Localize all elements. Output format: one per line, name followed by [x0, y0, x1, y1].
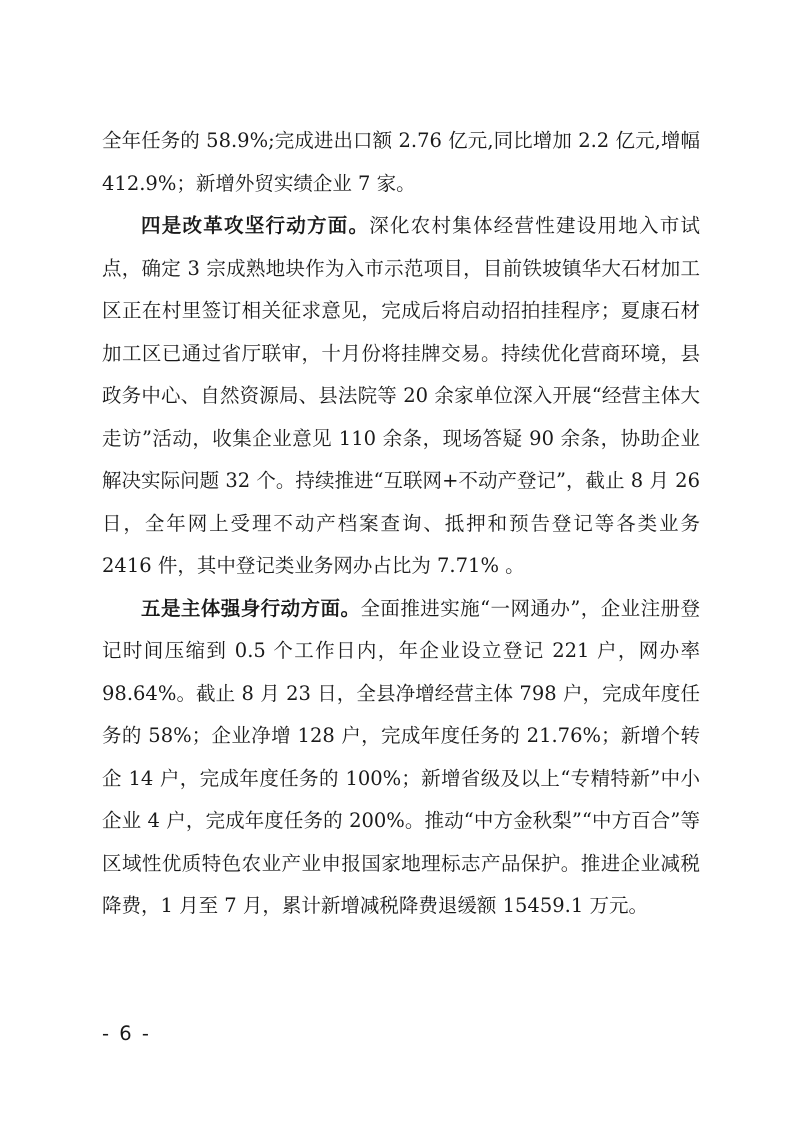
paragraph-continuation [102, 120, 700, 205]
paragraph-entity [102, 588, 700, 928]
paragraph-heading: 五是主体强身行动方面。 [141, 596, 361, 620]
paragraph-text: 深化农村集体经营性建设用地入市试点，确定 3 宗成熟地块作为入市示范项目，目前铁坡镇华大石材加工区正在村里签订相关征求意见，完成后将启动招拍挂程序；夏康石材加工区已通过省厅联审，十月份将挂牌交易。持续优化营商环境，县政务中心、自然资源局、县法院等 20 余家单位深入开展“经营主体大走访”活动，收集企业意见 110 余条，现场答疑 90 余条，协助企业解决实际问题 32 个。持续推进“互联网+不动产登记”，截止 8 月 26 日，全年网上受理不动产档案查询、抵押和预告登记等各类业务 2416 件，其中登记类业务网办占比为 7.71% 。 [102, 214, 700, 577]
paragraph-text: 全面推进实施“一网通办”，企业注册登记时间压缩到 0.5 个工作日内，年企业设立登记 221 户，网办率 98.64%。截止 8 月 23 日，全县净增经营主体 798 户，完成年度任务的 58%；企业净增 128 户，完成年度任务的 21.76%；新增个转企 14 户，完成年度任务的 100%；新增省级及以上“专精特新”中小企业 4 户，完成年度任务的 200%。推动“中方金秋梨”“中方百合”等区域性优质特色农业产业申报国家地理标志产品保护。推进企业减税降费，1 月至 7 月，累计新增减税降费退缓额 15459.1 万元。 [102, 596, 700, 917]
page-number: - 6 - [102, 1022, 151, 1045]
paragraph-text: 全年任务的 58.9%;完成进出口额 2.76 亿元,同比增加 2.2 亿元,增幅 412.9%；新增外贸实绩企业 7 家。 [102, 129, 700, 195]
paragraph-heading: 四是改革攻坚行动方面。 [141, 214, 370, 237]
paragraph-reform [102, 205, 700, 588]
body-text [102, 120, 700, 928]
